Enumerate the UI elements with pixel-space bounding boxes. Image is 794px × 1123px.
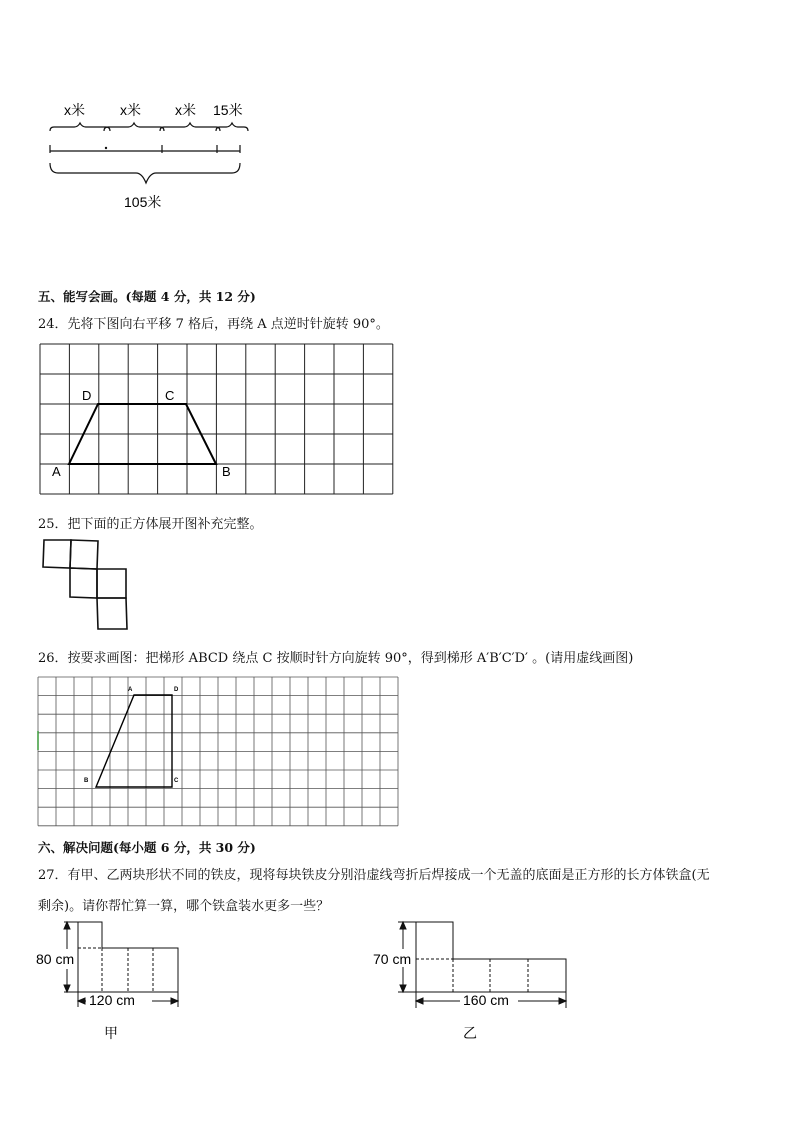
total-label: 105米 bbox=[124, 194, 162, 210]
jia-height-label: 80 cm bbox=[36, 951, 75, 967]
brace-seg3 bbox=[160, 123, 220, 131]
q24-grid bbox=[30, 338, 400, 498]
q24-text: 24．先将下图向右平移 7 格后，再绕 A 点逆时针旋转 90°。 bbox=[38, 317, 389, 332]
brace-seg2 bbox=[104, 123, 164, 131]
jia-width-label: 120 cm bbox=[89, 992, 135, 1008]
q26-label-b: B bbox=[84, 778, 89, 784]
yi-label: 乙 bbox=[463, 1025, 477, 1040]
q27-text-line1: 27．有甲、乙两块形状不同的铁皮，现将每块铁皮分别沿虚线弯折后焊接成一个无盖的底面是正方形的长方体铁盒(无 bbox=[38, 868, 710, 883]
seg1-label: x米 bbox=[64, 102, 85, 118]
seg2-label: x米 bbox=[120, 102, 141, 118]
q26-text: 26．按要求画图：把梯形 ABCD 绕点 C 按顺时针方向旋转 90°，得到梯形 A′B′C′D′ 。(请用虚线画图) bbox=[38, 651, 634, 666]
q25-text: 25．把下面的正方体展开图补充完整。 bbox=[38, 517, 263, 532]
yi-height-label: 70 cm bbox=[373, 951, 412, 967]
q26-grid bbox=[36, 675, 402, 830]
q26-label-c: C bbox=[174, 778, 179, 784]
q27-text-line2: 剩余)。请你帮忙算一算，哪个铁盒装水更多一些？ bbox=[38, 899, 330, 914]
jia-label: 甲 bbox=[104, 1025, 118, 1040]
q26-label-d: D bbox=[174, 687, 179, 693]
segment-diagram bbox=[40, 95, 260, 215]
q27-figure-jia bbox=[34, 915, 194, 1040]
seg3-label: x米 bbox=[175, 102, 196, 118]
section5-title: 五、能写会画。(每题 4 分，共 12 分) bbox=[38, 289, 256, 304]
seg4-label: 15米 bbox=[213, 102, 243, 118]
brace-seg1 bbox=[50, 123, 110, 131]
q24-label-b: B bbox=[222, 464, 231, 479]
brace-total bbox=[50, 163, 240, 183]
yi-width-label: 160 cm bbox=[463, 992, 509, 1008]
q26-trapezoid bbox=[96, 695, 172, 787]
q25-cube-net bbox=[38, 535, 138, 635]
section6-title: 六、解决问题(每小题 6 分，共 30 分) bbox=[38, 840, 256, 855]
brace-seg4 bbox=[216, 123, 248, 131]
q27-figure-yi bbox=[368, 915, 578, 1040]
q24-label-c: C bbox=[165, 388, 175, 403]
q24-label-d: D bbox=[82, 388, 92, 403]
q24-label-a: A bbox=[52, 464, 61, 479]
q26-label-a: A bbox=[128, 687, 133, 693]
